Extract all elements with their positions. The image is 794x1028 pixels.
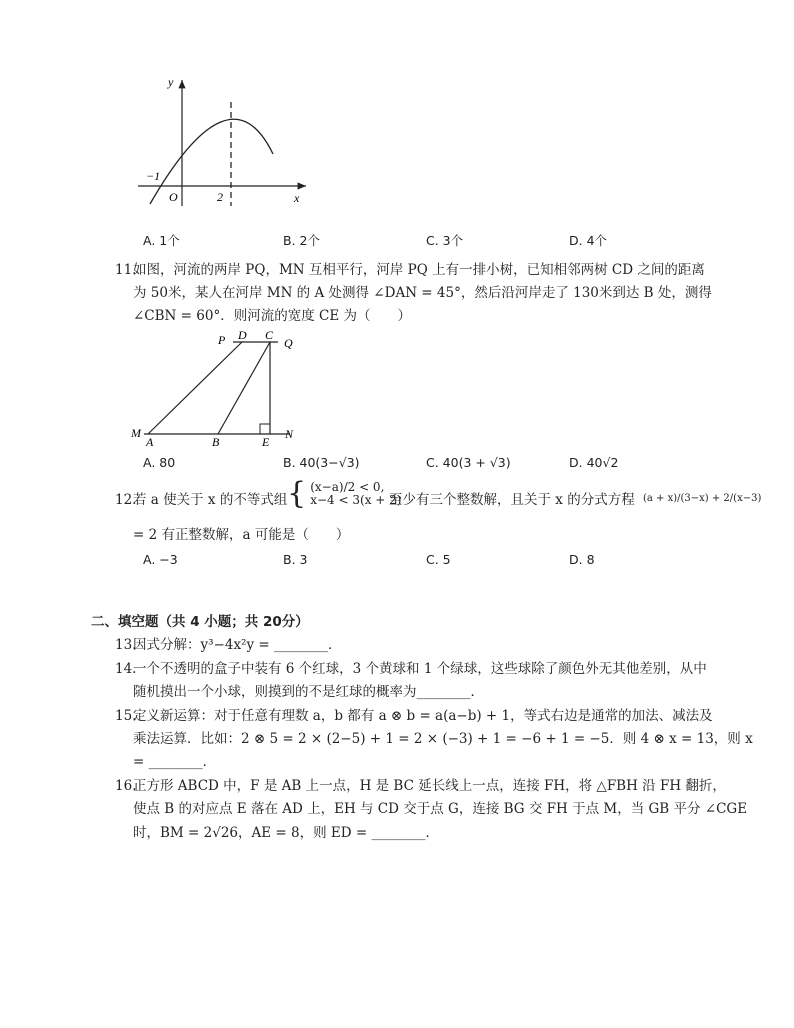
q10-option-c[interactable]: C. 3个 — [426, 233, 464, 248]
q10-option-b[interactable]: B. 2个 — [283, 233, 320, 248]
q11-option-b[interactable]: B. 40(3−√3) — [283, 455, 360, 470]
label-e: E — [262, 435, 270, 446]
q13-number: 13. — [115, 637, 137, 653]
q15-line-1: 定义新运算：对于任意有理数 a，b 都有 a ⊗ b = a(a−b) + 1，等式右边是通常的加法、减法及 — [133, 708, 713, 724]
label-a: A — [146, 435, 154, 446]
label-d: D — [238, 328, 247, 342]
segment-da — [148, 342, 242, 434]
system-lines — [310, 481, 401, 507]
minus-one-label: −1 — [146, 169, 161, 183]
q14-line-2: 随机摸出一个小球，则摸到的不是红球的概率为________． — [133, 684, 484, 700]
q15-line-2: 乘法运算．比如：2 ⊗ 5 = 2 × (2−5) + 1 = 2 × (−3) + 1 = −6 + 1 = −5．则 4 ⊗ x = 13，则 x — [133, 731, 753, 747]
segment-cb — [218, 342, 270, 434]
q15-line-3: = ________． — [133, 754, 217, 770]
q11-option-a[interactable]: A. 80 — [143, 455, 176, 470]
label-q: Q — [284, 336, 293, 350]
two-label: 2 — [217, 190, 223, 204]
q13-text: 因式分解：y³−4x²y = ________． — [133, 637, 342, 653]
label-b: B — [212, 435, 220, 446]
origin-label: O — [169, 190, 178, 204]
q11-line-1: 如图，河流的两岸 PQ，MN 互相平行，河岸 PQ 上有一排小树，已知相邻两树 CD 之间的距离 — [133, 262, 705, 278]
q11-line-2: 为 50米，某人在河岸 MN 的 A 处测得 ∠DAN = 45°，然后沿河岸走了 130米到达 B 处，测得 — [133, 285, 712, 301]
q15-number: 15. — [115, 708, 137, 724]
label-n: N — [285, 427, 294, 441]
q16-number: 16. — [115, 778, 137, 794]
q12-line-2: = 2 有正整数解，a 可能是（ ） — [133, 527, 350, 543]
parabola-graph — [130, 70, 320, 220]
q11-line-3: ∠CBN = 60°．则河流的宽度 CE 为（ ） — [133, 308, 411, 324]
label-c: C — [265, 328, 274, 342]
system-line-2: x−4 < 3(x + 2) — [310, 493, 402, 507]
q12-inequality-system — [287, 476, 402, 511]
q12-number: 12. — [115, 492, 137, 508]
q12-option-c[interactable]: C. 5 — [426, 552, 451, 567]
q12-mid: 至少有三个整数解，且关于 x 的分式方程 — [389, 492, 635, 508]
q11-number: 11. — [115, 262, 137, 278]
q11-option-c[interactable]: C. 40(3 + √3) — [426, 455, 511, 470]
label-p: P — [218, 333, 226, 347]
system-line-1: (x−a)/2 < 0, — [310, 480, 385, 494]
q14-number: 14. — [115, 661, 137, 677]
q10-option-a[interactable]: A. 1个 — [143, 233, 180, 248]
brace: { — [287, 476, 307, 511]
q10-option-d[interactable]: D. 4个 — [569, 233, 608, 248]
y-label: y — [168, 75, 174, 89]
q12-fraction-equation: (a + x)/(3−x) + 2/(x−3) — [643, 493, 762, 504]
right-angle-mark — [260, 424, 270, 434]
q11-option-d[interactable]: D. 40√2 — [569, 455, 619, 470]
q12-option-d[interactable]: D. 8 — [569, 552, 595, 567]
q16-line-1: 正方形 ABCD 中，F 是 AB 上一点，H 是 BC 延长线上一点，连接 FH，将 △FBH 沿 FH 翻折， — [133, 778, 726, 794]
q12-pre: 若 a 使关于 x 的不等式组 — [133, 492, 288, 508]
q12-option-b[interactable]: B. 3 — [283, 552, 308, 567]
section-2-title: 二、填空题（共 4 小题；共 20分） — [91, 614, 309, 630]
q16-line-3: 时，BM = 2√26，AE = 8，则 ED = ________． — [133, 825, 439, 841]
q14-line-1: 一个不透明的盒子中装有 6 个红球，3 个黄球和 1 个绿球，这些球除了颜色外无其他差别，从中 — [133, 661, 707, 677]
label-m: M — [131, 426, 141, 440]
q16-line-2: 使点 B 的对应点 E 落在 AD 上，EH 与 CD 交于点 G，连接 BG 交 FH 于点 M，当 GB 平分 ∠CGE — [133, 801, 748, 817]
river-figure — [126, 328, 306, 446]
x-label: x — [294, 191, 300, 205]
q12-option-a[interactable]: A. −3 — [143, 552, 178, 567]
